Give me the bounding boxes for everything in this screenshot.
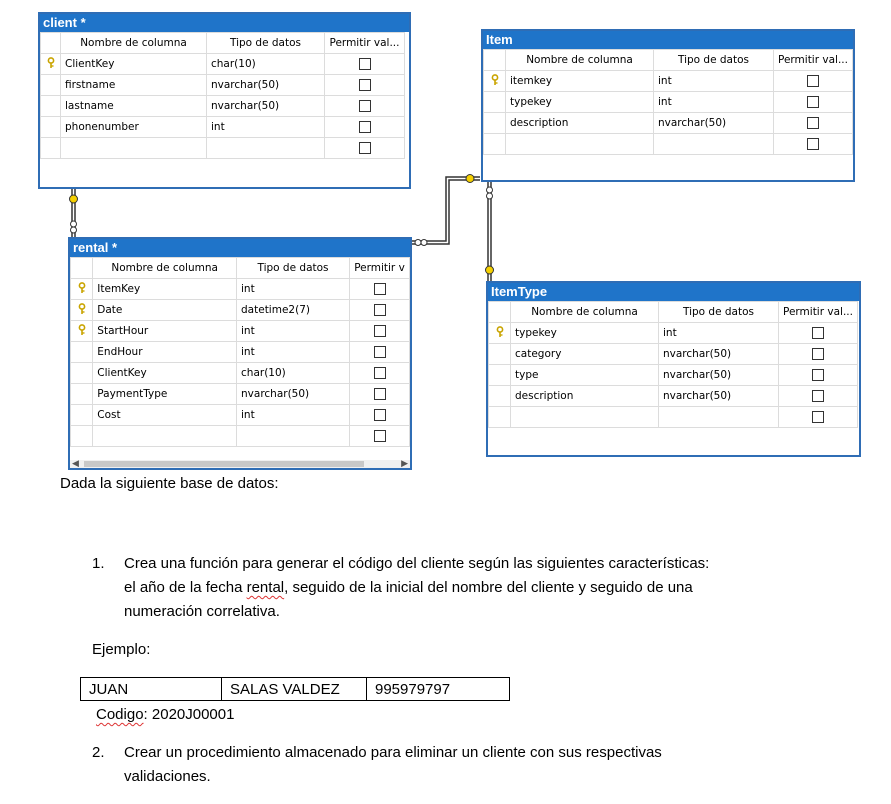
column-name-cell[interactable]: firstname bbox=[61, 75, 207, 96]
data-type-cell[interactable]: int bbox=[237, 405, 350, 426]
itemtype-table-title: ItemType bbox=[488, 283, 859, 301]
question-1-line-3: numeración correlativa. bbox=[124, 603, 280, 620]
data-type-cell[interactable] bbox=[207, 138, 325, 159]
data-type-header[interactable]: Tipo de datos bbox=[237, 258, 350, 279]
question-2-body bbox=[124, 741, 662, 789]
row-selector bbox=[71, 405, 93, 426]
question-1-line-2 bbox=[124, 576, 709, 600]
itemtype-columns-grid bbox=[488, 301, 858, 428]
header-row bbox=[489, 302, 858, 323]
row-selector bbox=[489, 365, 511, 386]
allow-nulls-cell bbox=[779, 407, 858, 428]
table-row[interactable] bbox=[484, 92, 853, 113]
data-type-cell[interactable]: nvarchar(50) bbox=[654, 113, 774, 134]
allow-nulls-checkbox[interactable] bbox=[812, 348, 824, 360]
column-name-header[interactable]: Nombre de columna bbox=[93, 258, 237, 279]
data-type-cell[interactable]: nvarchar(50) bbox=[659, 344, 779, 365]
table-row[interactable] bbox=[41, 96, 405, 117]
allow-nulls-checkbox[interactable] bbox=[359, 79, 371, 91]
rental-table-title: rental * bbox=[70, 239, 410, 257]
table-row[interactable] bbox=[489, 344, 858, 365]
q1-line2-start: el año de la fecha bbox=[124, 579, 247, 596]
allow-nulls-cell bbox=[325, 54, 405, 75]
column-name-cell[interactable] bbox=[511, 407, 659, 428]
key-column-header bbox=[489, 302, 511, 323]
column-name-cell[interactable] bbox=[506, 134, 654, 155]
data-type-cell[interactable]: datetime2(7) bbox=[237, 300, 350, 321]
table-row[interactable] bbox=[71, 321, 410, 342]
allow-nulls-cell bbox=[350, 426, 410, 447]
table-row[interactable] bbox=[71, 405, 410, 426]
column-name-cell[interactable]: Date bbox=[93, 300, 237, 321]
table-row[interactable] bbox=[71, 342, 410, 363]
allow-nulls-checkbox[interactable] bbox=[807, 138, 819, 150]
column-name-cell[interactable] bbox=[93, 426, 237, 447]
row-selector bbox=[71, 363, 93, 384]
allow-nulls-cell bbox=[325, 75, 405, 96]
allow-nulls-cell bbox=[350, 321, 410, 342]
allow-nulls-header[interactable]: Permitir val... bbox=[779, 302, 858, 323]
data-type-header[interactable]: Tipo de datos bbox=[654, 50, 774, 71]
row-selector bbox=[41, 138, 61, 159]
client-rental-relationship bbox=[70, 188, 78, 237]
question-1-line-1: Crea una función para generar el código del cliente según las siguientes características: bbox=[124, 555, 710, 572]
column-name-cell[interactable]: description bbox=[511, 386, 659, 407]
example-label: Ejemplo: bbox=[92, 641, 151, 658]
allow-nulls-checkbox[interactable] bbox=[374, 325, 386, 337]
item-table[interactable] bbox=[481, 29, 855, 182]
table-row[interactable] bbox=[41, 138, 405, 159]
key-column-header bbox=[484, 50, 506, 71]
data-type-cell[interactable]: int bbox=[654, 71, 774, 92]
allow-nulls-checkbox[interactable] bbox=[374, 409, 386, 421]
data-type-header[interactable]: Tipo de datos bbox=[207, 33, 325, 54]
column-name-cell[interactable]: itemkey bbox=[506, 71, 654, 92]
row-selector bbox=[484, 134, 506, 155]
row-selector bbox=[489, 344, 511, 365]
rental-columns-grid bbox=[70, 257, 410, 447]
item-itemtype-relationship bbox=[486, 182, 494, 282]
allow-nulls-checkbox[interactable] bbox=[812, 411, 824, 423]
table-row[interactable] bbox=[489, 407, 858, 428]
allow-nulls-checkbox[interactable] bbox=[359, 121, 371, 133]
row-selector bbox=[71, 384, 93, 405]
intro-text: Dada la siguiente base de datos: bbox=[60, 475, 279, 492]
column-name-cell[interactable]: typekey bbox=[506, 92, 654, 113]
code-line bbox=[96, 706, 234, 723]
data-type-cell[interactable]: nvarchar(50) bbox=[207, 96, 325, 117]
allow-nulls-cell bbox=[774, 134, 853, 155]
allow-nulls-cell bbox=[325, 138, 405, 159]
row-selector bbox=[41, 117, 61, 138]
scroll-right-icon[interactable]: ▶ bbox=[401, 458, 408, 468]
primary-key-icon bbox=[71, 300, 93, 321]
data-type-header[interactable]: Tipo de datos bbox=[659, 302, 779, 323]
data-type-cell[interactable]: nvarchar(50) bbox=[659, 386, 779, 407]
table-row[interactable] bbox=[484, 71, 853, 92]
code-value: : 2020J00001 bbox=[143, 706, 235, 723]
allow-nulls-cell bbox=[350, 405, 410, 426]
column-name-cell[interactable]: StartHour bbox=[93, 321, 237, 342]
data-type-cell[interactable] bbox=[659, 407, 779, 428]
allow-nulls-cell bbox=[350, 300, 410, 321]
item-table-title: Item bbox=[483, 31, 853, 49]
data-type-cell[interactable]: int bbox=[237, 342, 350, 363]
data-type-cell[interactable]: nvarchar(50) bbox=[207, 75, 325, 96]
allow-nulls-checkbox[interactable] bbox=[359, 100, 371, 112]
allow-nulls-checkbox[interactable] bbox=[807, 75, 819, 87]
table-row[interactable] bbox=[489, 386, 858, 407]
allow-nulls-cell bbox=[779, 365, 858, 386]
column-name-cell[interactable]: ItemKey bbox=[93, 279, 237, 300]
client-table[interactable] bbox=[38, 12, 411, 189]
column-name-cell[interactable]: EndHour bbox=[93, 342, 237, 363]
column-name-header[interactable]: Nombre de columna bbox=[61, 33, 207, 54]
data-type-cell[interactable] bbox=[237, 426, 350, 447]
row-selector bbox=[41, 96, 61, 117]
client-columns-grid bbox=[40, 32, 405, 159]
primary-key-icon bbox=[41, 54, 61, 75]
allow-nulls-checkbox[interactable] bbox=[807, 96, 819, 108]
column-name-cell[interactable]: type bbox=[511, 365, 659, 386]
example-table bbox=[80, 677, 510, 701]
allow-nulls-cell bbox=[350, 384, 410, 405]
allow-nulls-checkbox[interactable] bbox=[374, 388, 386, 400]
data-type-cell[interactable]: int bbox=[237, 321, 350, 342]
column-name-cell[interactable]: ClientKey bbox=[61, 54, 207, 75]
row-selector bbox=[71, 426, 93, 447]
allow-nulls-checkbox[interactable] bbox=[374, 283, 386, 295]
key-column-header bbox=[71, 258, 93, 279]
example-row bbox=[81, 678, 510, 701]
rental-horizontal-scrollbar[interactable] bbox=[70, 460, 410, 468]
column-name-cell[interactable]: phonenumber bbox=[61, 117, 207, 138]
example-firstname: JUAN bbox=[81, 678, 222, 701]
question-2 bbox=[92, 741, 852, 791]
allow-nulls-checkbox[interactable] bbox=[359, 58, 371, 70]
table-row[interactable] bbox=[71, 279, 410, 300]
data-type-cell[interactable]: nvarchar(50) bbox=[237, 384, 350, 405]
allow-nulls-cell bbox=[350, 342, 410, 363]
scrollbar-thumb[interactable] bbox=[84, 461, 364, 467]
itemtype-table[interactable] bbox=[486, 281, 861, 457]
scroll-left-icon[interactable]: ◀ bbox=[72, 458, 79, 468]
allow-nulls-checkbox[interactable] bbox=[812, 390, 824, 402]
column-name-cell[interactable]: description bbox=[506, 113, 654, 134]
allow-nulls-cell bbox=[325, 96, 405, 117]
allow-nulls-checkbox[interactable] bbox=[374, 367, 386, 379]
allow-nulls-cell bbox=[774, 92, 853, 113]
column-name-cell[interactable]: category bbox=[511, 344, 659, 365]
data-type-cell[interactable]: int bbox=[659, 323, 779, 344]
data-type-cell[interactable] bbox=[654, 134, 774, 155]
column-name-cell[interactable] bbox=[61, 138, 207, 159]
column-name-cell[interactable]: Cost bbox=[93, 405, 237, 426]
primary-key-icon bbox=[484, 71, 506, 92]
allow-nulls-header[interactable]: Permitir v bbox=[350, 258, 410, 279]
table-row[interactable] bbox=[484, 113, 853, 134]
allow-nulls-checkbox[interactable] bbox=[359, 142, 371, 154]
allow-nulls-checkbox[interactable] bbox=[374, 346, 386, 358]
example-lastname: SALAS VALDEZ bbox=[222, 678, 367, 701]
header-row bbox=[41, 33, 405, 54]
column-name-cell[interactable]: PaymentType bbox=[93, 384, 237, 405]
question-1-body bbox=[124, 552, 709, 624]
row-selector bbox=[71, 342, 93, 363]
client-table-title: client * bbox=[40, 14, 409, 32]
question-1-number: 1. bbox=[92, 555, 105, 572]
allow-nulls-checkbox[interactable] bbox=[812, 327, 824, 339]
column-name-cell[interactable]: lastname bbox=[61, 96, 207, 117]
question-2-line-2: validaciones. bbox=[124, 768, 211, 785]
row-selector bbox=[484, 92, 506, 113]
row-selector bbox=[489, 407, 511, 428]
question-1 bbox=[92, 552, 852, 632]
column-name-cell[interactable]: typekey bbox=[511, 323, 659, 344]
header-row bbox=[71, 258, 410, 279]
row-selector bbox=[489, 386, 511, 407]
allow-nulls-cell bbox=[350, 363, 410, 384]
table-row[interactable] bbox=[71, 384, 410, 405]
allow-nulls-cell bbox=[774, 113, 853, 134]
column-name-cell[interactable]: ClientKey bbox=[93, 363, 237, 384]
key-column-header bbox=[41, 33, 61, 54]
table-row[interactable] bbox=[484, 134, 853, 155]
allow-nulls-cell bbox=[350, 279, 410, 300]
data-type-cell[interactable]: char(10) bbox=[207, 54, 325, 75]
allow-nulls-cell bbox=[779, 386, 858, 407]
table-row[interactable] bbox=[41, 117, 405, 138]
item-rental-relationship bbox=[412, 175, 480, 246]
table-row[interactable] bbox=[71, 363, 410, 384]
header-row bbox=[484, 50, 853, 71]
q1-line2-end: , seguido de la inicial del nombre del cliente y seguido de una bbox=[284, 579, 693, 596]
item-columns-grid bbox=[483, 49, 853, 155]
allow-nulls-header[interactable]: Permitir val... bbox=[774, 50, 853, 71]
row-selector bbox=[484, 113, 506, 134]
table-row[interactable] bbox=[41, 75, 405, 96]
allow-nulls-cell bbox=[779, 323, 858, 344]
primary-key-icon bbox=[489, 323, 511, 344]
table-row[interactable] bbox=[41, 54, 405, 75]
allow-nulls-checkbox[interactable] bbox=[374, 304, 386, 316]
data-type-cell[interactable]: char(10) bbox=[237, 363, 350, 384]
question-2-line-1: Crear un procedimiento almacenado para eliminar un cliente con sus respectivas bbox=[124, 744, 662, 761]
example-phone: 995979797 bbox=[367, 678, 510, 701]
primary-key-icon bbox=[71, 321, 93, 342]
allow-nulls-checkbox[interactable] bbox=[374, 430, 386, 442]
data-type-cell[interactable]: int bbox=[237, 279, 350, 300]
column-name-header[interactable]: Nombre de columna bbox=[506, 50, 654, 71]
table-row[interactable] bbox=[71, 426, 410, 447]
column-name-header[interactable]: Nombre de columna bbox=[511, 302, 659, 323]
primary-key-icon bbox=[71, 279, 93, 300]
data-type-cell[interactable]: int bbox=[207, 117, 325, 138]
table-row[interactable] bbox=[71, 300, 410, 321]
data-type-cell[interactable]: int bbox=[654, 92, 774, 113]
table-row[interactable] bbox=[489, 323, 858, 344]
code-label: Codigo bbox=[96, 706, 144, 723]
rental-table[interactable] bbox=[68, 237, 412, 470]
data-type-cell[interactable]: nvarchar(50) bbox=[659, 365, 779, 386]
allow-nulls-cell bbox=[779, 344, 858, 365]
question-2-number: 2. bbox=[92, 744, 105, 761]
allow-nulls-checkbox[interactable] bbox=[807, 117, 819, 129]
row-selector bbox=[41, 75, 61, 96]
allow-nulls-cell bbox=[325, 117, 405, 138]
table-row[interactable] bbox=[489, 365, 858, 386]
allow-nulls-cell bbox=[774, 71, 853, 92]
allow-nulls-checkbox[interactable] bbox=[812, 369, 824, 381]
q1-spellcheck-word: rental bbox=[246, 579, 285, 596]
allow-nulls-header[interactable]: Permitir val... bbox=[325, 33, 405, 54]
